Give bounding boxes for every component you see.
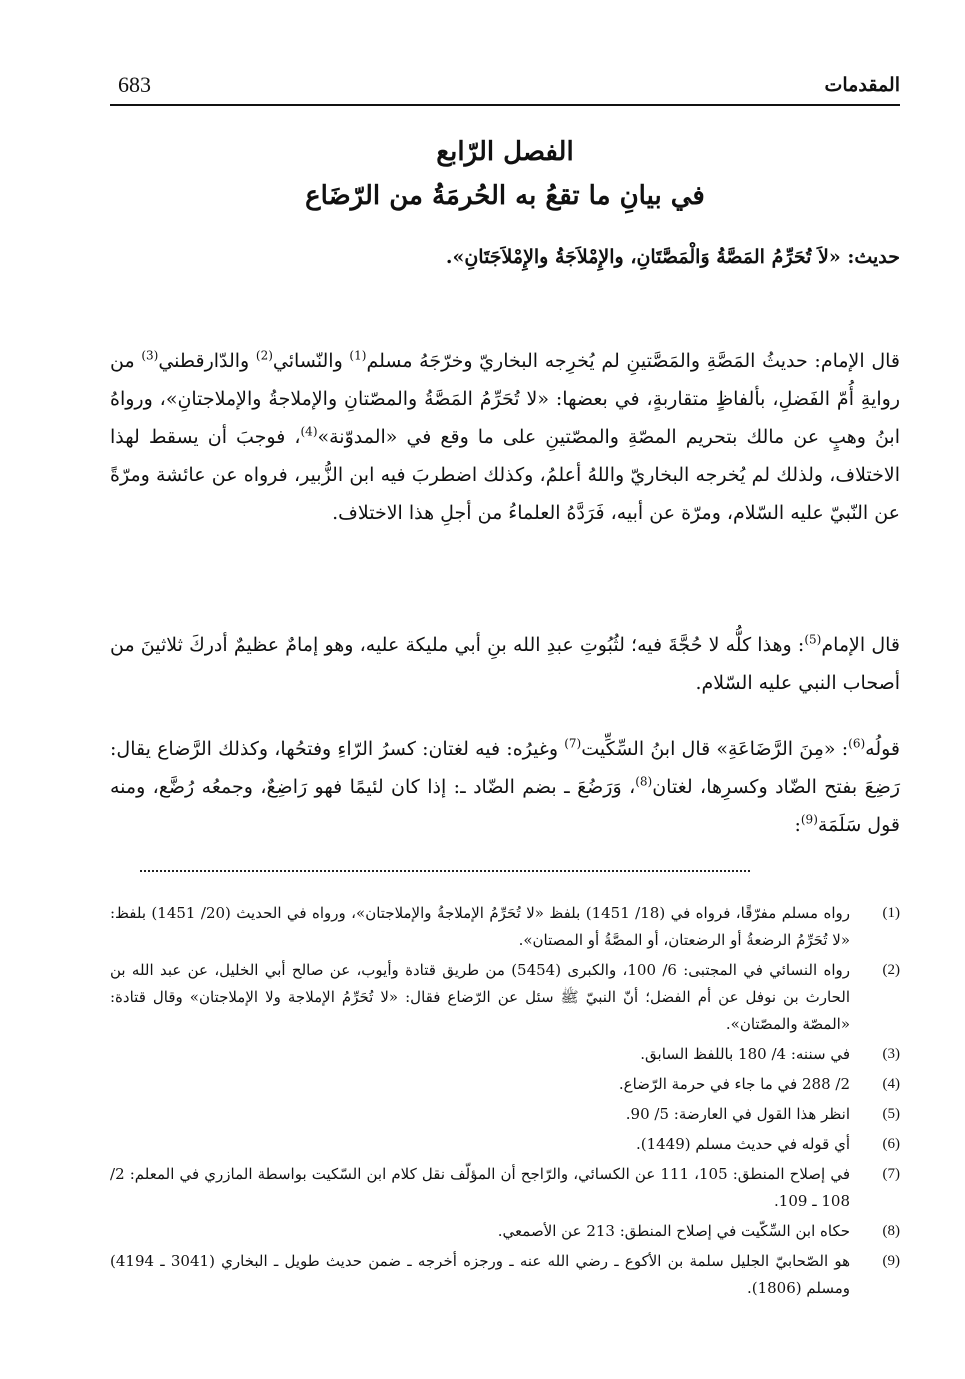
footnote [110,1071,900,1098]
footnote-number: (9) [882,1253,900,1269]
paragraph-text: ، فوجبَ أن يسقط لهذا الاختلاف، ولذلك لم يُخرجه البخاريّ واللهُ أعلمُ، وكذلك اضطربَ فيه ابن الزُّبير، فرواه عن عائشة ومرّةً عن النّبيّ عليه السّلام، ومرّة عن أبيه، فَرَدَّهُ العلماءُ من أجلِ هذا الاختلاف. [110,426,900,524]
footnote-marker[interactable]: (1) [349,348,367,363]
footnote-text: رواه النسائي في المجتبى: 6/ 100، والكبرى (5454) من طريق قتادة وأيوب، عن صالح أبي الخليل، عن عبد الله بن الحارث بن نوفل عن أم الفضل؛ أنّ النبيّ ﷺ سئل عن الرّضاع فقال: «لا تُحَرِّمُ الإملاجة ولا الإملاجتان» وقال قتادة: «المصّة والمصّتان». [110,961,850,1033]
paragraph-text: قال الإمام: حديثُ المَصَّةِ والمَصَّتينِ لم يُخرِجه البخاريّ وخرّجَهُ مسلم [366,350,900,372]
footnote-marker[interactable]: (3) [141,348,159,363]
paragraph [110,730,900,844]
footnote-text: أي قوله في حديث مسلم (1449). [635,1135,850,1153]
footnote-text: 2/ 288 في ما جاء في حرمة الرّضاع. [618,1075,850,1093]
footnote-marker[interactable]: (5) [804,632,822,647]
paragraph-text: قال الإمام [821,634,901,656]
footnote-marker[interactable]: (4) [300,424,318,439]
paragraph-text: قولُه [865,738,901,760]
footnote-text: في سننه: 4/ 180 باللفظ السابق. [640,1045,850,1063]
footnote-number: (1) [882,905,900,921]
paragraph-text: : وهذا كلُّه لا حُجَّةَ فيه؛ لثُبُوتِ عبدِ الله بنِ أبي مليكة عليه، وهو إمامٌ عظيمٌ أدركَ ثلاثينَ من أصحاب النبي عليه السّلام. [110,634,900,694]
footnote-number: (8) [882,1223,900,1239]
paragraph [110,626,900,702]
footnote-marker[interactable]: (8) [635,774,653,789]
footnote-text: هو الصّحابيّ الجليل سلمة بن الأكوع ـ رضي الله عنه ـ ورجزه أخرجه ـ ضمن حديث طويل ـ البخاري (3041 ـ 4194) ومسلم (1806). [110,1252,850,1297]
paragraph-text: من روايةِ أُمّ الفَضلِ، بألفاظٍ متقاربةٍ، في بعضها: «لا تُحَرِّمُ المَصَّةُ والمصّتانِ والإملاجةُ والإملاجتانِ»، ورواهُ ابنُ وهبٍ عن مالك بتحريم المصّةِ والمصّتينِ على ما وقع في «المدوّنة» [110,350,900,448]
footnote [110,1041,900,1068]
footnote [110,1248,900,1302]
footnote [110,1161,900,1215]
paragraph [110,342,900,532]
footnote-marker[interactable]: (2) [255,348,273,363]
running-title: المقدمات [824,74,900,96]
paragraph-text: : «مِنَ الرَّضَاعَةِ» قال ابنُ السِّكِّيت [581,738,849,760]
paragraph-text: والدّارقطني [158,350,256,372]
footnote-number: (3) [882,1046,900,1062]
page-header [110,60,900,106]
chapter-heading [110,130,900,218]
paragraph-text: ، وَرَضُعَ ـ بضم الضّاد ـ: إذا كان لئيمًا فهو رَاضِعٌ، وجمعُه رُضَّع، ومنه قول سَلَمَة [110,776,900,836]
footnote-number: (6) [882,1136,900,1152]
footnote-text: حكاه ابن السِّكّيت في إصلاح المنطق: 213 عن الأصمعي. [497,1222,850,1240]
paragraph-text: وغيرُه: فيه لغتان: كسرُ الرّاءِ وفتحُها، وكذلك الرَّضاع يقال: رَضِعَ بفتح الضّاد وكسرِها، لغتان [110,738,900,798]
footnote-text: في إصلاح المنطق: 105، 111 عن الكسائي، والرّاجح أن المؤلّف نقل كلام ابن السّكيت بواسطة المازري في المعلم: 2/ 108 ـ 109. [110,1165,851,1210]
paragraph-text: والنّسائي [272,350,350,372]
footnote-marker[interactable]: (9) [800,812,818,827]
footnote-text: انظر هذا القول في العارضة: 5/ 90. [625,1105,850,1123]
footnote-number: (2) [882,962,900,978]
footnote-marker[interactable]: (6) [848,736,866,751]
footnotes [110,900,900,1305]
footnote-marker[interactable]: (7) [564,736,582,751]
footnote [110,957,900,1038]
hadith-text: حديث: «لاَ تُحَرِّمُ المَصَّةُ وَالْمَصَّتَانِ، والإِمْلاَجَةُ والإِمْلاَجَتَانِ». [445,246,900,268]
chapter-subtitle: في بيانِ ما تقعُ به الحُرمَةُ من الرّضَاع [305,181,705,211]
footnote-number: (4) [882,1076,900,1092]
footnote-number: (5) [882,1106,900,1122]
page-number: 683 [118,72,151,97]
book-page [110,60,900,1360]
footnote [110,900,900,954]
paragraph-text: : [794,814,801,836]
footnote [110,1131,900,1158]
chapter-title: الفصل الرّابع [436,137,574,167]
footnote-number: (7) [882,1166,900,1182]
footnote-separator [140,870,750,872]
footnote [110,1101,900,1128]
footnote [110,1218,900,1245]
footnote-text: رواه مسلم مفرّقًا، فرواه في (18/ 1451) بلفظ «لا تُحَرِّمُ الإملاجةُ والإملاجتان»، ورواه في الحديث (20/ 1451) بلفظ: «لا تُحَرِّمُ الرضعةُ أو الرضعتان، أو المصَّةُ أو المصتان». [110,904,850,949]
